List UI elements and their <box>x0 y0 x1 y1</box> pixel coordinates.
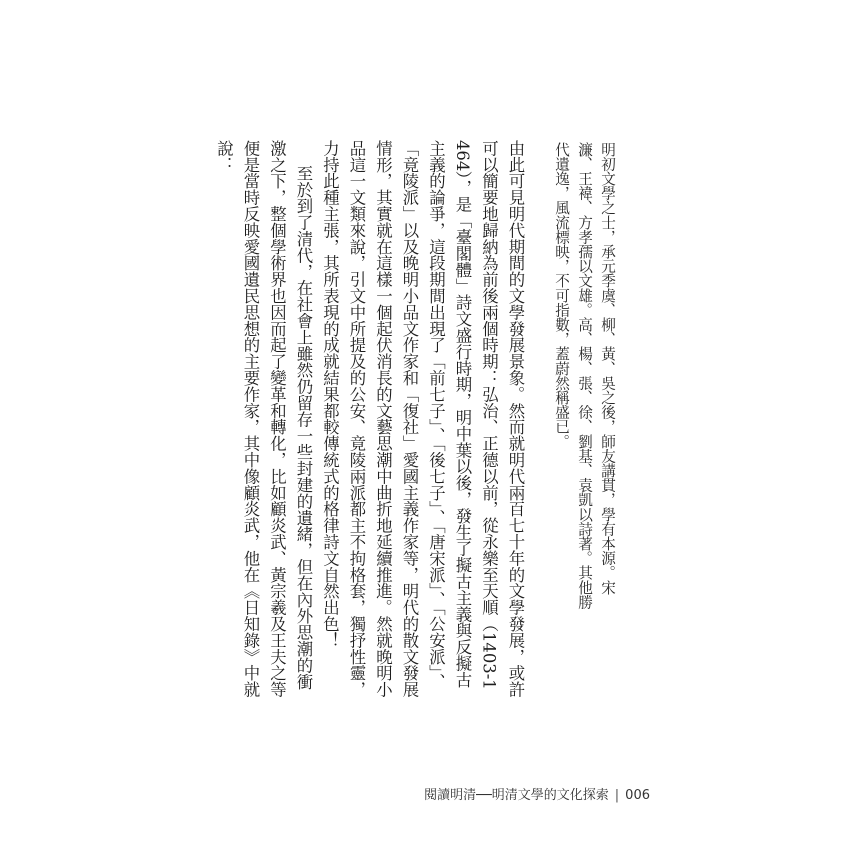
page-footer <box>424 784 650 803</box>
footer-separator: | <box>614 788 620 803</box>
page-number: 006 <box>625 788 650 803</box>
body-text <box>210 140 528 700</box>
paragraph: 由此可見明代期間的文學發展景象。然而就明代兩百七十年的文學發展，或許可以簡要地歸納為前後兩個時期：弘治、正德以前，從永樂至天順（1403-1464），是「臺閣體」詩文盛行時期，明中葉以後，發生了擬古主義與反擬古主義的論爭，這段期間出現了「前七子」、「後七子」、「唐宋派」、「公安派」、「竟陵派」以及晚明小品文作家和「復社」愛國主義作家等，明代的散文發展情形，其實就在這樣一個起伏消長的文藝思潮中曲折地延續推進。然就晚明小品這一文類來說，引文中所提及的公安、竟陵兩派都主不拘格套，獨抒性靈，力持此種主張，其所表現的成就結果都較傳統式的格律詩文自然出色！ <box>320 140 525 698</box>
running-title: 閱讀明清──明清文學的文化探索 <box>424 788 609 803</box>
paragraph: 至於到了清代，在社會上雖然仍留存一些封建的遺緒，但在內外思潮的衝激之下，整個學術界也因而起了變革和轉化，比如顧炎武、黃宗羲及王夫之等便是當時反映愛國遺民思想的主要作家，其中像顧炎武，他在《日知錄》中就說： <box>214 140 313 698</box>
block-quote: 明初文學之士，承元季虞、柳、黃、吳之後，師友講貫，學有本源。宋濂、王褘、方孝孺以文雄。高、楊、張、徐、劉基、袁凱以詩著。其他勝代遺逸，風流標映，不可指數，蓋蔚然稱盛已。 <box>553 142 616 610</box>
